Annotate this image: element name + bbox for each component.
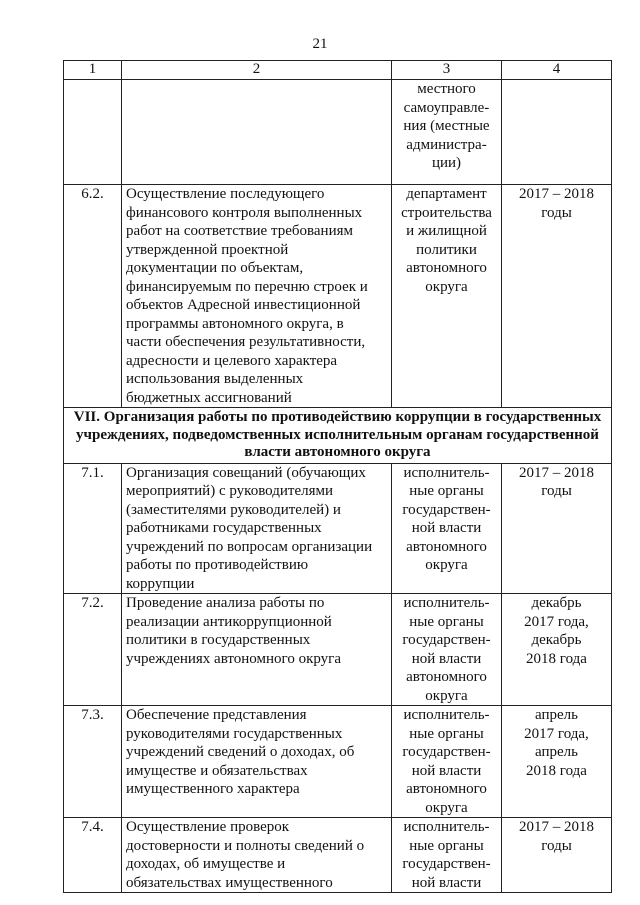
row-executor: департамент строительства и жилищной политики автономного округа xyxy=(392,185,502,408)
table-row xyxy=(64,818,612,893)
column-header: 2 xyxy=(122,61,392,80)
row-term: апрель 2017 года, апрель 2018 года xyxy=(502,706,612,818)
table-row xyxy=(64,706,612,818)
table-row xyxy=(64,463,612,594)
row-executor: исполнитель- ные органы государствен- ной власти автономного округа xyxy=(392,706,502,818)
measures-table xyxy=(63,60,612,893)
row-executor: исполнитель- ные органы государствен- ной власти автономного округа xyxy=(392,463,502,594)
row-description: Осуществление последующего финансового контроля выполненных работ на соответствие требованиям утвержденной проектной документации по объектам, финансируемым по перечню строек и объектов Адресной инвестиционной программы автономного округа, в части обеспечения результативности, адресности и целевого характера использования выделенных бюджетных ассигнований xyxy=(122,185,392,408)
table-row xyxy=(64,185,612,408)
row-number: 7.1. xyxy=(64,463,122,594)
row-executor: исполнитель- ные органы государствен- ной власти автономного округа xyxy=(392,594,502,706)
table-row xyxy=(64,80,612,185)
section-title: VII. Организация работы по противодействию коррупции в государственных учреждениях, подведомственных исполнительным органам государственной власти автономного округа xyxy=(64,408,612,464)
section-heading-row xyxy=(64,408,612,464)
row-number: 7.2. xyxy=(64,594,122,706)
row-description: Организация совещаний (обучающих мероприятий) с руководителями (заместителями руководителей) и работниками государственных учреждений по вопросам организации работы по противодействию коррупции xyxy=(122,463,392,594)
row-term: декабрь 2017 года, декабрь 2018 года xyxy=(502,594,612,706)
row-number: 7.4. xyxy=(64,818,122,893)
table-header-row xyxy=(64,61,612,80)
row-number: 6.2. xyxy=(64,185,122,408)
column-header: 4 xyxy=(502,61,612,80)
row-description: Осуществление проверок достоверности и полноты сведений о доходах, об имуществе и обязательствах имущественного xyxy=(122,818,392,893)
row-number: 7.3. xyxy=(64,706,122,818)
row-term: 2017 – 2018 годы xyxy=(502,818,612,893)
column-header: 1 xyxy=(64,61,122,80)
row-term xyxy=(502,80,612,185)
row-term: 2017 – 2018 годы xyxy=(502,463,612,594)
row-number xyxy=(64,80,122,185)
row-description xyxy=(122,80,392,185)
row-term: 2017 – 2018 годы xyxy=(502,185,612,408)
page-number: 21 xyxy=(312,36,328,52)
row-executor: исполнитель- ные органы государствен- ной власти xyxy=(392,818,502,893)
table-row xyxy=(64,594,612,706)
row-description: Обеспечение представления руководителями государственных учреждений сведений о доходах, об имуществе и обязательствах имущественного характера xyxy=(122,706,392,818)
column-header: 3 xyxy=(392,61,502,80)
row-description: Проведение анализа работы по реализации антикоррупционной политики в государственных учреждениях автономного округа xyxy=(122,594,392,706)
row-executor: местного самоуправле- ния (местные администра- ции) xyxy=(392,80,502,185)
